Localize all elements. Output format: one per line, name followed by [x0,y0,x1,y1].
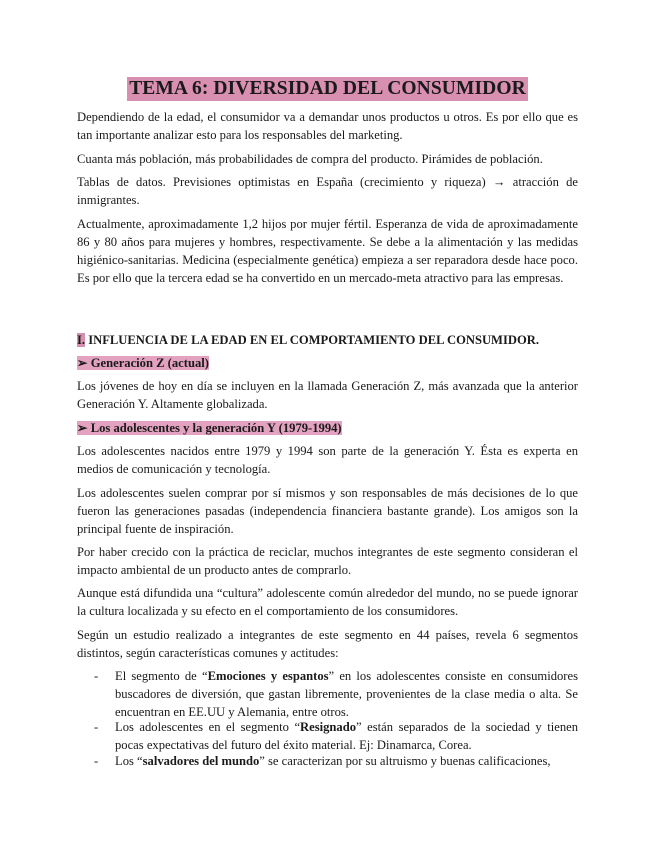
title-block [0,77,655,101]
list-item [77,752,578,770]
list-item-text: Los adolescentes en el segmento “ [115,720,301,734]
section-number: I. [77,333,86,347]
list-item-text: El segmento de “ [115,669,208,683]
list-item-text: Los “ [115,754,143,768]
segment-name: Emociones y espantos [207,669,329,683]
geny-heading [77,419,342,437]
list-dash: - [94,669,99,683]
geny-paragraph-4: Aunque está difundida una “cultura” adolescente común alrededor del mundo, no se puede ignorar la cultura localizada y su efecto en el comportamiento de los consumidores. [77,586,578,618]
page-title: TEMA 6: DIVERSIDAD DEL CONSUMIDOR [129,78,526,99]
list-item-text: ” están separados de la sociedad y tienen pocas expectativas del futuro del éxito material. Ej: Dinamarca, Corea. [115,720,579,752]
genz-heading [77,354,209,372]
intro-paragraph-3: Tablas de datos. Previsiones optimistas en España (crecimiento y riqueza) → atracción de inmigrantes. [77,175,578,207]
geny-paragraph-2: Los adolescentes suelen comprar por sí mismos y son responsables de más decisiones de lo que fueron las generaciones pasadas (independencia financiera bastante grande). Los amigos son la principal fuente de inspiración. [77,486,578,536]
intro-paragraph-1: Dependiendo de la edad, el consumidor va a demandar unos productos u otros. Es por ello que es tan importante analizar esto para los responsables del marketing. [77,110,578,142]
segment-name: salvadores del mundo [142,754,260,768]
geny-paragraph-1: Los adolescentes nacidos entre 1979 y 1994 son parte de la generación Y. Ésta es experta en medios de comunicación y tecnología. [77,444,578,476]
genz-heading-text: Generación Z (actual) [90,356,209,370]
list-item-text: ” en los adolescentes consiste en consumidores buscadores de diversión, que gastan libremente, provenientes de la clase media o alta. Se encuentran en EE.UU y Alemania, entre otros. [115,669,578,719]
segment-name: Resignado [300,720,357,734]
list-item [77,718,578,754]
arrow-bullet-icon: ➢ [77,421,88,435]
list-item [77,667,578,721]
intro-paragraph-4: Actualmente, aproximadamente 1,2 hijos por mujer fértil. Esperanza de vida de aproximadamente 86 y 80 años para mujeres y hombres, respectivamente. Se debe a la alimentación y las medidas higiénico-sanitarias. Medicina (especialmente genética) empieza a ser reparadora desde hace poco. Es por ello que la tercera edad se ha convertido en un mercado-meta atractivo para las empresas. [77,217,578,285]
list-item-text: ” se caracterizan por su altruismo y buenas calificaciones, [259,754,551,768]
list-dash: - [94,754,99,768]
arrow-bullet-icon: ➢ [77,356,88,370]
intro-paragraph-2: Cuanta más población, más probabilidades de compra del producto. Pirámides de población. [77,152,543,166]
section-heading-text: INFLUENCIA DE LA EDAD EN EL COMPORTAMIENTO DEL CONSUMIDOR. [85,333,539,347]
list-dash: - [94,720,99,734]
geny-paragraph-5: Según un estudio realizado a integrantes de este segmento en 44 países, revela 6 segmentos distintos, según características comunes y actitudes: [77,628,578,660]
geny-heading-text: Los adolescentes y la generación Y (1979-1994) [90,421,342,435]
section-heading [77,331,578,349]
geny-paragraph-3: Por haber crecido con la práctica de reciclar, muchos integrantes de este segmento consideran el impacto ambiental de un producto antes de comprarlo. [77,545,578,577]
genz-paragraph: Los jóvenes de hoy en día se incluyen en la llamada Generación Z, más avanzada que la anterior Generación Y. Altamente globalizada. [77,379,578,411]
